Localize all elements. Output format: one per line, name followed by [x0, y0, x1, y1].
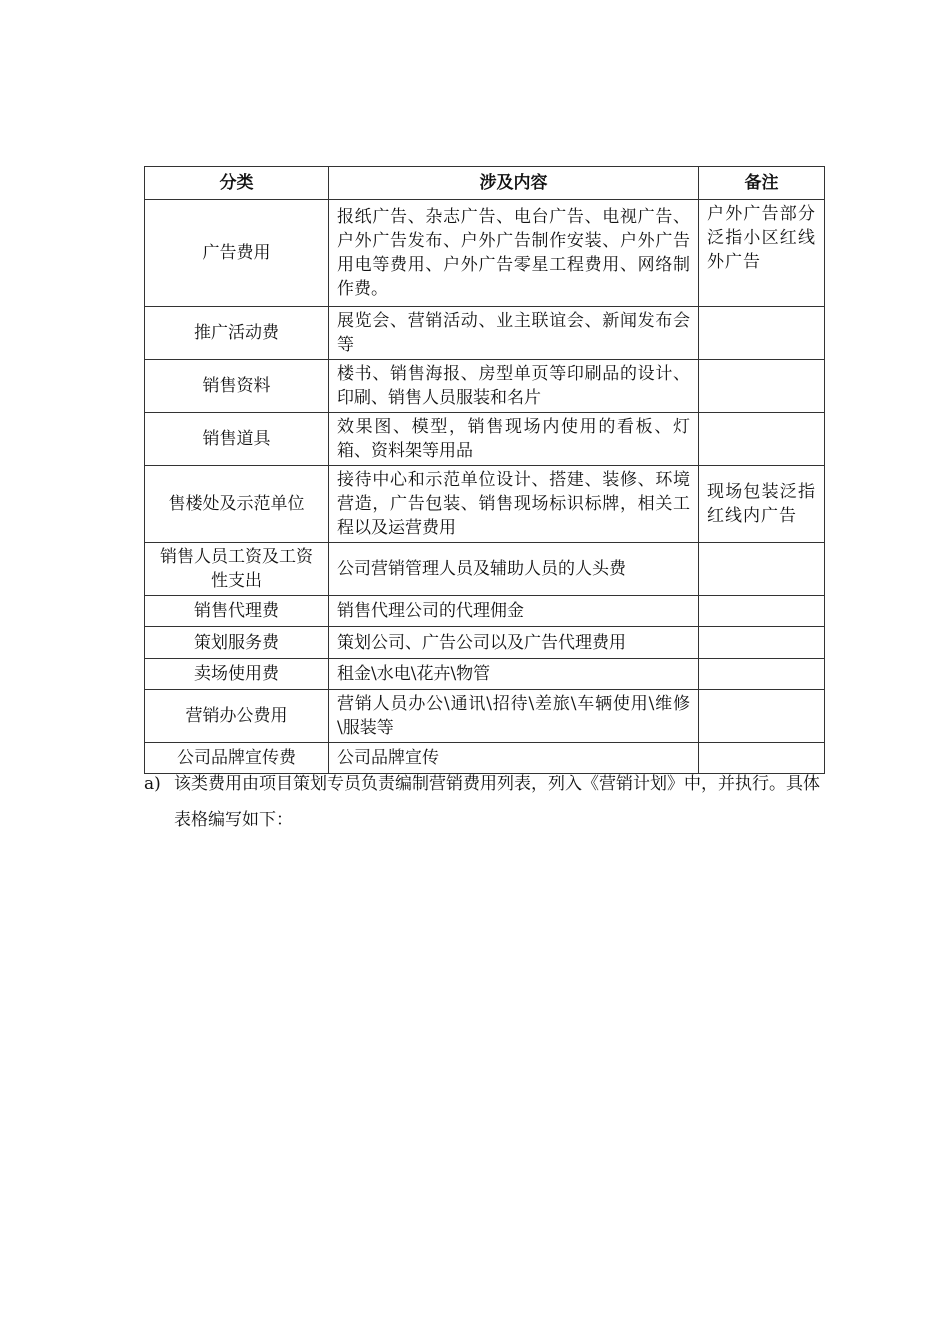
table-row [145, 360, 825, 413]
table-header-row [145, 167, 825, 200]
row-content: 接待中心和示范单位设计、搭建、装修、环境营造，广告包装、销售现场标识标牌，相关工程以及运营费用 [329, 466, 699, 543]
row-content: 公司营销管理人员及辅助人员的人头费 [329, 543, 699, 596]
row-category: 策划服务费 [145, 627, 329, 659]
row-note [699, 360, 825, 413]
row-content: 租金\水电\花卉\物管 [329, 659, 699, 690]
row-note [699, 543, 825, 596]
row-category: 销售代理费 [145, 596, 329, 627]
row-note [699, 659, 825, 690]
table-row [145, 200, 825, 307]
row-category: 卖场使用费 [145, 659, 329, 690]
table-row [145, 307, 825, 360]
list-marker: a) [144, 774, 161, 794]
row-category: 销售资料 [145, 360, 329, 413]
row-category: 广告费用 [145, 200, 329, 307]
row-note: 户外广告部分泛指小区红线外广告 [699, 200, 825, 307]
row-category: 销售道具 [145, 413, 329, 466]
row-note [699, 307, 825, 360]
table-row [145, 627, 825, 659]
row-category: 销售人员工资及工资性支出 [145, 543, 329, 596]
row-note: 现场包装泛指红线内广告 [699, 466, 825, 543]
header-category: 分类 [145, 167, 329, 200]
table-row [145, 413, 825, 466]
table-row [145, 466, 825, 543]
row-category: 营销办公费用 [145, 690, 329, 743]
row-note [699, 596, 825, 627]
row-category: 推广活动费 [145, 307, 329, 360]
row-content: 公司品牌宣传 [329, 743, 699, 774]
table-row [145, 659, 825, 690]
row-content: 展览会、营销活动、业主联谊会、新闻发布会等 [329, 307, 699, 360]
row-note [699, 413, 825, 466]
row-note [699, 627, 825, 659]
row-content: 报纸广告、杂志广告、电台广告、电视广告、户外广告发布、户外广告制作安装、户外广告用电等费用、户外广告零星工程费用、网络制作费。 [329, 200, 699, 307]
row-content: 效果图、模型，销售现场内使用的看板、灯箱、资料架等用品 [329, 413, 699, 466]
header-note: 备注 [699, 167, 825, 200]
table-row [145, 543, 825, 596]
row-note [699, 690, 825, 743]
row-content: 营销人员办公\通讯\招待\差旅\车辆使用\维修\服装等 [329, 690, 699, 743]
list-note-text: 该类费用由项目策划专员负责编制营销费用列表，列入《营销计划》中，并执行。具体表格编写如下： [174, 774, 820, 830]
marketing-expense-table [144, 166, 825, 774]
table-row [145, 596, 825, 627]
row-content: 销售代理公司的代理佣金 [329, 596, 699, 627]
row-category: 售楼处及示范单位 [145, 466, 329, 543]
header-content: 涉及内容 [329, 167, 699, 200]
row-content: 策划公司、广告公司以及广告代理费用 [329, 627, 699, 659]
list-note [144, 766, 824, 838]
row-content: 楼书、销售海报、房型单页等印刷品的设计、印刷、销售人员服装和名片 [329, 360, 699, 413]
row-category: 公司品牌宣传费 [145, 743, 329, 774]
table-row [145, 690, 825, 743]
